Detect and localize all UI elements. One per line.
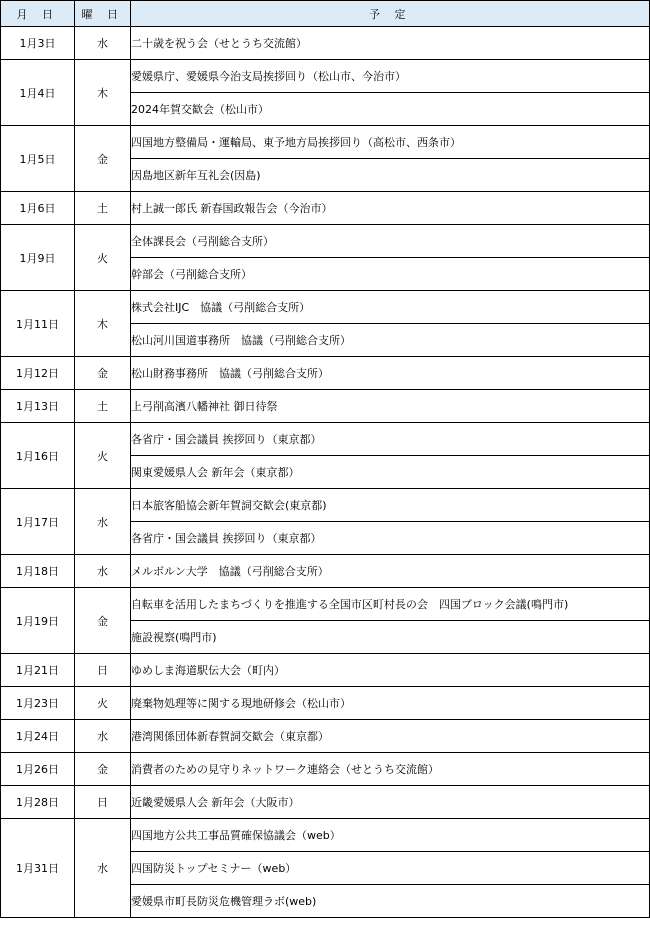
event-cell: 愛媛県庁、愛媛県今治支局挨拶回り（松山市、今治市） [131,60,650,93]
date-cell: 1月3日 [1,27,75,60]
event-cell: 四国地方整備局・運輸局、東予地方局挨拶回り（高松市、西条市） [131,126,650,159]
event-cell: 幹部会（弓削総合支所） [131,258,650,291]
date-cell: 1月11日 [1,291,75,357]
header-day: 曜 日 [75,1,131,27]
date-cell: 1月4日 [1,60,75,126]
event-cell: 松山財務事務所 協議（弓削総合支所） [131,357,650,390]
weekday-cell: 金 [75,357,131,390]
weekday-cell: 金 [75,753,131,786]
event-cell: メルボルン大学 協議（弓削総合支所） [131,555,650,588]
date-cell: 1月13日 [1,390,75,423]
weekday-cell: 水 [75,27,131,60]
weekday-cell: 木 [75,60,131,126]
table-row [1,588,650,621]
header-date: 月 日 [1,1,75,27]
event-cell: 四国防災トップセミナー（web） [131,852,650,885]
header-row [1,1,650,27]
event-cell: 日本旅客船協会新年賀詞交歓会(東京都) [131,489,650,522]
date-cell: 1月17日 [1,489,75,555]
table-row [1,555,650,588]
weekday-cell: 土 [75,192,131,225]
event-cell: 港湾関係団体新春賀詞交歓会（東京都） [131,720,650,753]
weekday-cell: 日 [75,786,131,819]
date-cell: 1月5日 [1,126,75,192]
event-cell: 株式会社IJC 協議（弓削総合支所） [131,291,650,324]
event-cell: 施設視察(鳴門市) [131,621,650,654]
table-row [1,819,650,852]
table-row [1,489,650,522]
event-cell: ゆめしま海道駅伝大会（町内） [131,654,650,687]
weekday-cell: 水 [75,720,131,753]
table-row [1,687,650,720]
date-cell: 1月28日 [1,786,75,819]
weekday-cell: 金 [75,588,131,654]
schedule-body [1,27,650,918]
event-cell: 上弓削高濱八幡神社 御日待祭 [131,390,650,423]
event-cell: 松山河川国道事務所 協議（弓削総合支所） [131,324,650,357]
event-cell: 全体課長会（弓削総合支所） [131,225,650,258]
weekday-cell: 火 [75,687,131,720]
event-cell: 近畿愛媛県人会 新年会（大阪市） [131,786,650,819]
event-cell: 四国地方公共工事品質確保協議会（web） [131,819,650,852]
event-cell: 二十歳を祝う会（せとうち交流館） [131,27,650,60]
date-cell: 1月21日 [1,654,75,687]
date-cell: 1月12日 [1,357,75,390]
date-cell: 1月18日 [1,555,75,588]
table-row [1,720,650,753]
table-row [1,291,650,324]
table-row [1,60,650,93]
table-row [1,126,650,159]
date-cell: 1月23日 [1,687,75,720]
date-cell: 1月26日 [1,753,75,786]
header-event: 予 定 [131,1,650,27]
table-row [1,753,650,786]
table-row [1,192,650,225]
weekday-cell: 土 [75,390,131,423]
table-row [1,786,650,819]
event-cell: 廃棄物処理等に関する現地研修会（松山市） [131,687,650,720]
event-cell: 消費者のための見守りネットワーク連絡会（せとうち交流館） [131,753,650,786]
weekday-cell: 火 [75,423,131,489]
date-cell: 1月16日 [1,423,75,489]
event-cell: 愛媛県市町長防災危機管理ラボ(web) [131,885,650,918]
table-row [1,225,650,258]
table-row [1,654,650,687]
date-cell: 1月24日 [1,720,75,753]
date-cell: 1月9日 [1,225,75,291]
event-cell: 因島地区新年互礼会(因島) [131,159,650,192]
weekday-cell: 水 [75,819,131,918]
weekday-cell: 金 [75,126,131,192]
event-cell: 村上誠一郎氏 新春国政報告会（今治市） [131,192,650,225]
weekday-cell: 木 [75,291,131,357]
event-cell: 関東愛媛県人会 新年会（東京都） [131,456,650,489]
weekday-cell: 火 [75,225,131,291]
weekday-cell: 水 [75,489,131,555]
table-row [1,390,650,423]
event-cell: 2024年賀交歓会（松山市） [131,93,650,126]
date-cell: 1月31日 [1,819,75,918]
table-row [1,423,650,456]
date-cell: 1月6日 [1,192,75,225]
weekday-cell: 日 [75,654,131,687]
table-row [1,27,650,60]
event-cell: 各省庁・国会議員 挨拶回り（東京都） [131,522,650,555]
event-cell: 各省庁・国会議員 挨拶回り（東京都） [131,423,650,456]
table-row [1,357,650,390]
weekday-cell: 水 [75,555,131,588]
date-cell: 1月19日 [1,588,75,654]
event-cell: 自転車を活用したまちづくりを推進する全国市区町村長の会 四国ブロック会議(鳴門市) [131,588,650,621]
